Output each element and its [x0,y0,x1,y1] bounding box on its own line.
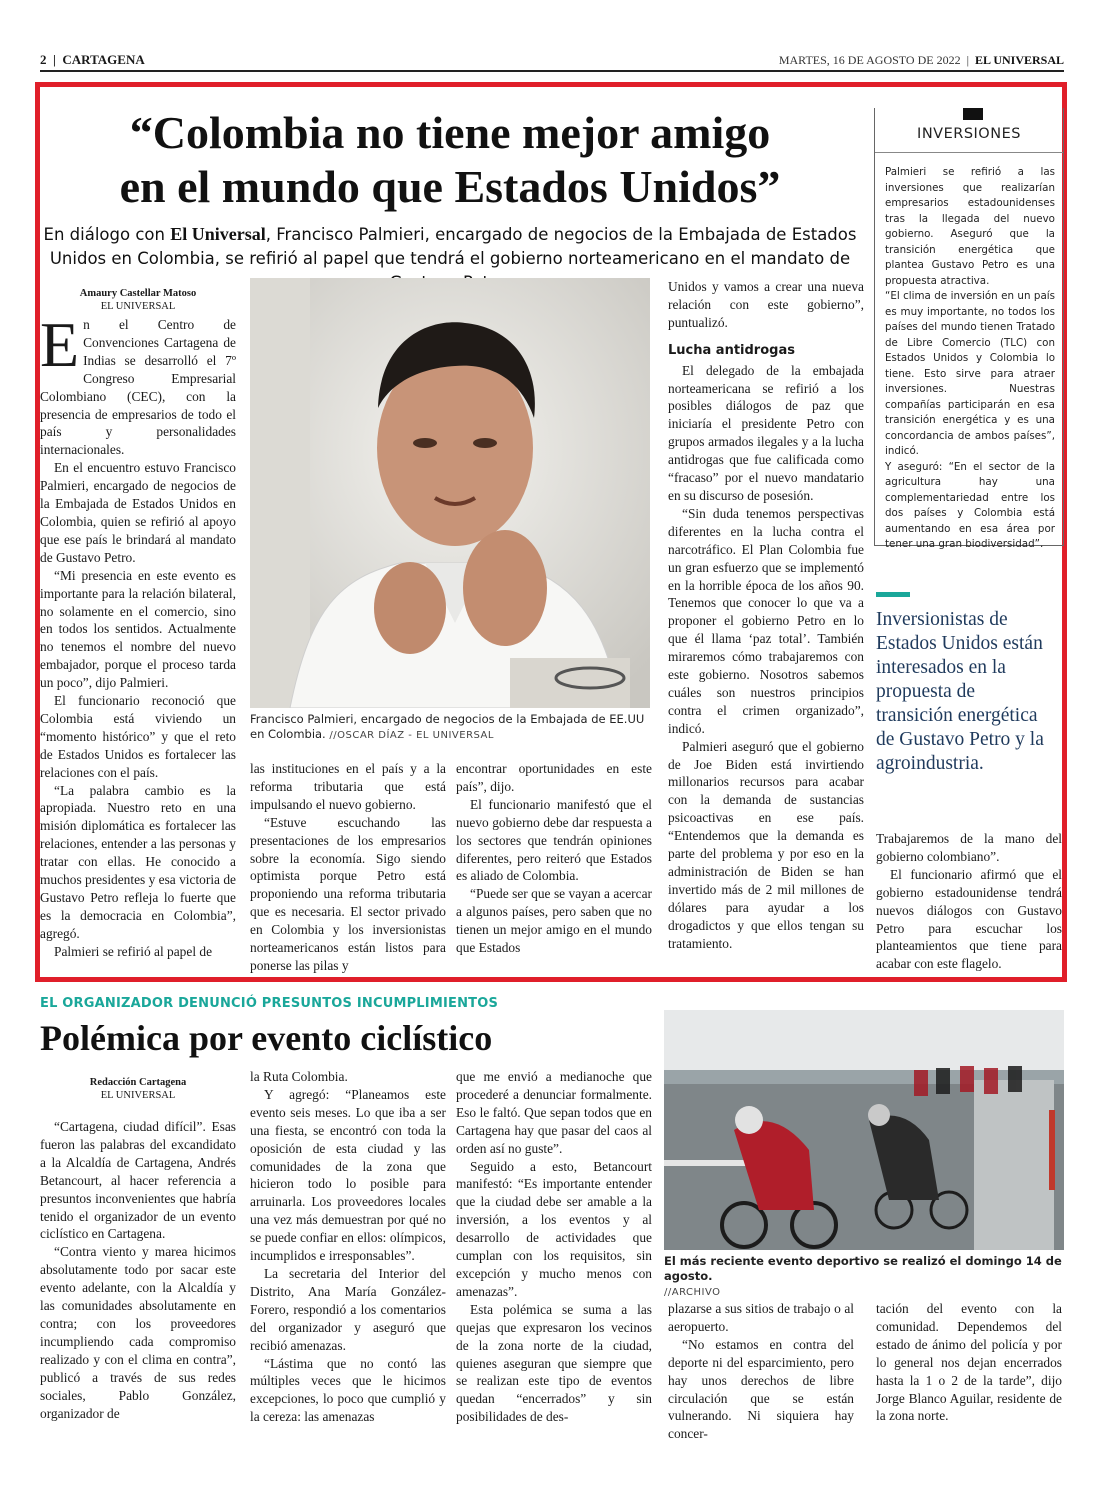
paragraph: plazarse a sus sitios de trabajo o al aeropuerto. [668,1301,854,1334]
paragraph: La secretaria del Interior del Distrito, Ana María González-Forero, respondió a los comentarios del organizador y aseguró que recibió amenazas. [250,1265,446,1353]
article2-column-3 [456,1068,652,1426]
sidebar-box [874,108,1064,550]
paragraph: la Ruta Colombia. [250,1069,348,1084]
sidebar-body [885,165,1055,553]
paragraph: “Cartagena, ciudad difícil”. Esas fueron las palabras del excandidato a la Alcaldía de Cartagena, Andrés Betancourt, al hacer referencia a presuntos inconvenientes que habría tenido el organizador de un evento ciclístico en Cartagena. [40,1119,236,1242]
paragraph: El funcionario manifestó que el nuevo gobierno debe dar respuesta a los sectores que tendrán opiniones diferentes, pero reiteró que Estados es aliado de Colombia. [456,796,652,884]
article-column-5 [876,830,1062,973]
article-photo [250,278,650,708]
paragraph: “Sin duda tenemos perspectivas diferentes en la lucha contra el narcotráfico. El Plan Colombia fue un gran esfuerzo que se implementó en la horrible época de los años 90. Tenemos que conocer lo que va a proponer el gobierno Petro en lo que él llama ‘paz total’. También miraremos cómo trabajaremos con este gobierno. Nosotros sabemos cuáles son nuestros principios contra el crimen organizado”, indicó. [668,505,864,736]
lead-pre: En diálogo con [43,225,171,244]
sidebar-divider [875,152,1063,153]
paragraph: “Mi presencia en este evento es importante para la relación bilateral, no solamente en el comercio, sino en todos los sentidos. Actualmente no tenemos el nombre del nuevo embajador, porque el proceso tarda un poco”, dijo Palmieri. [40,567,236,691]
paragraph: En el Centro de Convenciones Cartagena de Indias se desarrolló el 7º Congreso Empresarial Colombiano (CEC), con la presencia de empresarios de todo el país y personalidades internacionales. [40,309,236,458]
paper-name: EL UNIVERSAL [974,52,1064,67]
article-column-4 [668,278,864,953]
dropcap: E [40,309,80,380]
paragraph: Esta polémica se suma a las quejas que expresaron los vecinos de la zona norte de la ciudad, quienes aseguran que siempre que se realizan este tipo de eventos quedan “encerrados” y sin posibilidades de des- [456,1301,652,1425]
caption-text: Francisco Palmieri, encargado de negocios de la Embajada de EE.UU en Colombia. [250,712,645,741]
paragraph: Unidos y vamos a crear una nueva relación con este gobierno”, puntualizó. [668,279,864,330]
paragraph: El delegado de la embajada norteamericana se refirió a los posibles diálogos de paz que iniciaría el presidente Petro con grupos armados ilegales y a la lucha antidrogas que fue calificada como “fracaso” por el nuevo mandatario en su discurso de posesión. [668,362,864,503]
paragraph: Y agregó: “Planeamos este evento seis meses. Lo que iba a ser una fiesta, se encontró con toda la oposición de esta ciudad y las comunidades de la zona que hicieron todo lo posible para arruinarla. Los proveedores locales una vez más demuestran por qué no se puede confiar en ellos: olímpicos, incumplidos e irresponsables”. [250,1086,446,1264]
pullquote: Inversionistas de Estados Unidos están interesados en la propuesta de transición energética de Gustavo Petro y la agroindustria. [876,609,1044,774]
pullquote-accent [876,592,910,597]
paragraph: que me envió a medianoche que procederé a denunciar formalmente. Eso le faltó. Que sepan todos que en Cartagena hay que pasar del caos al orden así no guste”. [456,1069,652,1156]
byline-outlet: EL UNIVERSAL [100,1090,176,1101]
paragraph: “Lástima que no contó las múltiples veces que le hicimos excepciones, lo poco que cumplió y la cereza: las amenazas [250,1355,446,1425]
paragraph: Trabajaremos de la mano del gobierno colombiano”. [876,831,1062,864]
photo-caption [250,712,650,743]
byline-name: Amaury Castellar Matoso [79,288,197,299]
article-column-1 [40,309,236,961]
paragraph: El funcionario reconoció que Colombia está viviendo un “momento histórico” y que el reto de Estados Unidos es fortalecer las relaciones con el país. [40,693,236,780]
paragraph: “Contra viento y marea hicimos absolutamente todo por sacar este evento adelante, con la Alcaldía y las comunidades absolutamente en contra; con los proveedores incumpliendo cada compromiso realizado y con el clima en contra”, publicó a través de sus redes sociales, Pablo González, organizador de [40,1244,236,1421]
subhead: Lucha antidrogas [668,342,795,358]
paragraph: “No estamos en contra del deporte ni del esparcimiento, pero hay unos derechos de libre circulación que se están vulnerando. Ni siquiera hay concer- [668,1336,854,1442]
paragraph: Palmieri se refirió al papel de [54,943,213,959]
lead-post: , Francisco Palmieri, encargado de negocios de la Embajada de Estados Unidos en Colombia, se refirió al papel que tendrá el gobierno norteamericano en el mandato de [49,225,857,268]
page-number: 2 [40,52,47,67]
byline-name: Redacción Cartagena [89,1077,187,1088]
issue-date: MARTES, 16 DE AGOSTO DE 2022 [778,52,961,67]
cycling-photo [664,1010,1064,1250]
paragraph: tación del evento con la comunidad. Dependemos del estado de ánimo del policía y por lo general nos dejan encerrados hasta la 1 o 2 de la tarde”, dijo Jorge Blanco Aguilar, residente de la zona norte. [876,1301,1062,1424]
title-line-2: en el mundo que Estados Unidos” [119,161,781,212]
cycling-photo-caption [664,1254,1064,1300]
title-line-1: “Colombia no tiene mejor amigo [129,107,771,158]
sidebar-paragraph: “El clima de inversión en un país es muy importante, no todos los países del mundo tienen Tratado de Libre Comercio (TLC) con Estados Unidos y Colombia lo tiene. Esto sirve para atraer inversiones. Nuestras compañías participarán en esa transición energética y es una concordancia de ambos países”, indicó. [885,290,1055,457]
paragraph: “La palabra cambio es la apropiada. Nuestro reto en una misión diplomática es fortalecer las relaciones, entender a las personas y tratar con ellas. He conocido a muchos presidentes y esa victoria de Gustavo Petro refleja lo fuerte que es la democracia en Colombia”, agregó. [40,782,236,941]
paragraph: En el encuentro estuvo Francisco Palmieri, encargado de negocios de la Embajada de Estados Unidos en Colombia, quien se refirió al apoyo que ese país le brindará al mandato de Gustavo Petro. [40,460,236,565]
article-column-3 [456,760,652,957]
paragraph: las instituciones en el país y a la reforma tributaria que está impulsando el nuevo gobierno. [250,761,446,812]
article2-column-5 [876,1300,1062,1425]
lead-brand: El Universal [170,224,266,244]
article2-column-1 [40,1118,236,1422]
caption-text: El más reciente evento deportivo se realizó el domingo 14 de agosto. [664,1254,1062,1283]
paragraph: Palmieri aseguró que el gobierno de Joe Biden está invirtiendo millonarios recursos para acabar con la demanda de sustancias psicoactivas en ese país. “Entendemos que la demanda es parte del problema y por eso en la administración de Biden se han invertido más de 2 mil millones de dólares para ayudar a los drogadictos y que ellos tengan su tratamiento. [668,738,864,951]
page-dateline: MARTES, 16 DE AGOSTO DE 2022 | EL UNIVERSAL [778,52,1064,67]
article2-kicker: EL ORGANIZADOR DENUNCIÓ PRESUNTOS INCUMPLIMIENTOS [40,996,499,1011]
page-section: 2 | CARTAGENA [40,52,145,67]
sidebar-marker [963,108,983,120]
section-name: CARTAGENA [62,52,145,67]
article2-column-4 [668,1300,854,1443]
article2-column-2 [250,1068,446,1426]
sidebar-paragraph: Palmieri se refirió a las inversiones que realizarían empresarios estadounidenses tras la llegada del nuevo gobierno. Aseguró que la transición energética que plantea Gustavo Petro es una propuesta atractiva. [885,166,1055,287]
paragraph: encontrar oportunidades en este país”, dijo. [456,761,652,794]
paragraph: Seguido a esto, Betancourt manifestó: “Es importante entender que la ciudad debe ser amable a la inversión, a los eventos y al desarrollo de actividades que cumplan con los requisitos, sin excepción y mucho menos con amenazas”. [456,1158,652,1299]
article2-title: Polémica por evento ciclístico [40,1018,493,1058]
photo-credit: //OSCAR DÍAZ - EL UNIVERSAL [329,730,494,741]
article-title [40,106,860,214]
sidebar-title: INVERSIONES [917,126,1021,142]
paragraph: “Puede ser que se vayan a acercar a algunos países, pero saben que no tienen un mejor amigo en el mundo que Estados [456,886,652,956]
byline-outlet: EL UNIVERSAL [100,301,176,312]
paragraph: “Estuve escuchando las presentaciones de los empresarios sobre la economía. Sigo siendo optimista porque Petro está proponiendo una reforma tributaria que es necesaria. El sector privado en Colombia y los inversionistas norteamericanos están listos para ponerse las pilas y [250,814,446,973]
photo-credit: //ARCHIVO [664,1287,721,1298]
paragraph: El funcionario afirmó que el gobierno estadounidense tendrá nuevos diálogos con Gustavo Petro para escuchar los planteamientos que tiene para acabar con este flagelo. [876,866,1062,972]
article2-byline [40,1076,236,1102]
article-column-2 [250,760,446,975]
page-header [40,50,1064,72]
sidebar-paragraph: Y aseguró: “En el sector de la agricultura hay una complementariedad entre los dos países y Colombia está aumentando en esa área por tener una gran biodiversidad”. [885,460,1055,550]
